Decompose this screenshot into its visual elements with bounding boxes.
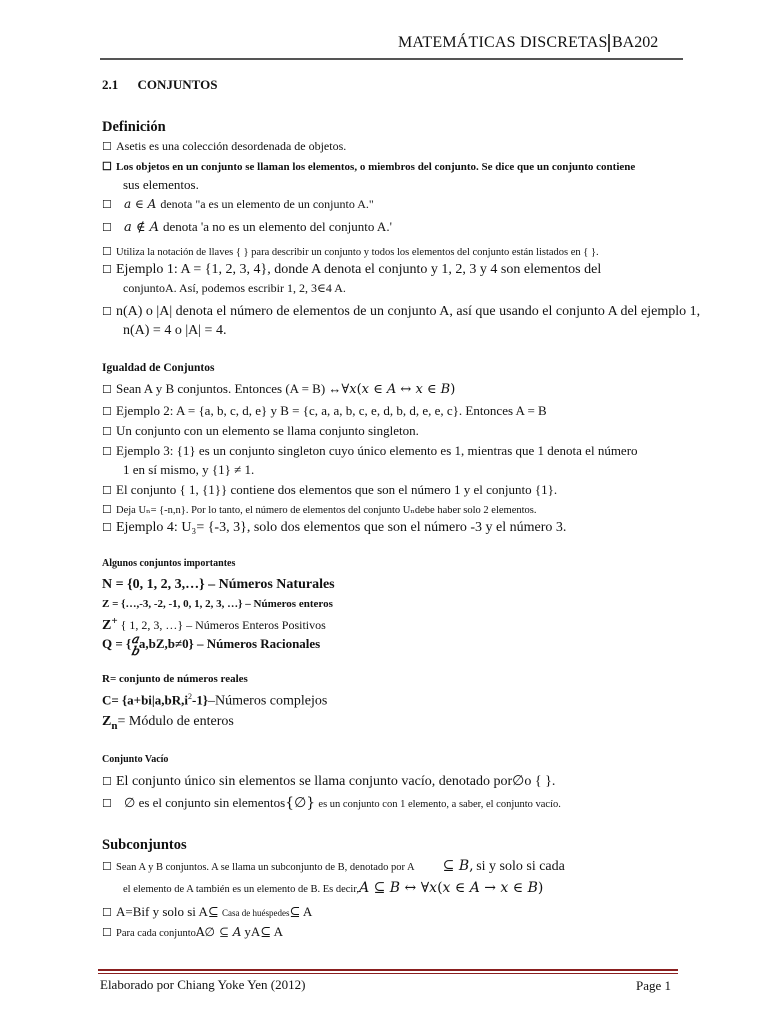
subconjuntos-item-1-cont: el elemento de A también es un elemento de B. Es decir,𝐴 ⊆ 𝐵 ↔ ∀𝑥(𝑥 ∈ 𝐴 → 𝑥 ∈ 𝐵) xyxy=(123,880,544,896)
igualdad-item-7: ☐ Ejemplo 4: U₃= {-3, 3}, solo dos elementos que son el número -3 y el número 3. xyxy=(102,520,567,535)
section-heading xyxy=(102,77,217,93)
bullet-icon: ☐ xyxy=(102,907,112,919)
subconjuntos-item-2: ☐ A=Bif y solo si A⊆ Casa de huéspedes⊆ A xyxy=(102,904,313,919)
bullet-icon: ☐ xyxy=(102,927,112,939)
igualdad-item-2: ☐ Ejemplo 2: A = {a, b, c, d, e} y B = {c, a, a, b, c, e, d, b, d, e, e, c}. Entonces A = B xyxy=(102,403,547,418)
set-enteros: Z = {…,-3, -2, -1, 0, 1, 2, 3, …} – Números enteros xyxy=(102,598,333,610)
bullet-icon: ☐ xyxy=(102,264,112,276)
footer-page-number: Page 1 xyxy=(636,978,672,993)
definicion-item-6: ☐ Ejemplo 1: A = {1, 2, 3, 4}, donde A denota el conjunto y 1, 2, 3 y 4 son elementos del xyxy=(102,262,602,277)
header-code: BA202 xyxy=(608,34,658,52)
footer-rule-thin xyxy=(98,973,678,974)
definicion-item-2-cont: sus elementos. xyxy=(123,177,199,192)
vacio-item-2: ☐ ∅ es el conjunto sin elementos{∅} es un conjunto con 1 elemento, a saber, el conjunto vacío. xyxy=(102,795,561,811)
igualdad-heading: Igualdad de Conjuntos xyxy=(102,362,215,374)
vacio-heading: Conjunto Vacío xyxy=(102,754,169,765)
subconjuntos-item-1: ☐ Sean A y B conjuntos. A se llama un subconjunto de B, denotado por A ⊆ 𝐵, si y solo si cada xyxy=(102,858,565,874)
definicion-item-3: ☐ 𝑎 ∈ 𝐴 denota "a es un elemento de un conjunto A." xyxy=(102,197,374,211)
bullet-icon: ☐ xyxy=(102,306,112,318)
bullet-icon: ☐ xyxy=(102,384,112,396)
subconjuntos-item-3: ☐ Para cada conjuntoA∅ ⊆ 𝐴 yA⊆ A xyxy=(102,924,284,939)
bullet-icon: ☐ xyxy=(102,798,112,810)
set-modulo: $Z_n=$ Módulo de enteros xyxy=(102,714,234,732)
fraction-a-b: 𝑎 𝑏 xyxy=(131,632,139,658)
header-rule xyxy=(100,58,683,60)
bullet-icon: ☐ xyxy=(102,426,112,438)
bullet-icon: ☐ xyxy=(102,776,112,788)
bullet-icon: ☐ xyxy=(102,406,112,418)
vacio-item-1: ☐ El conjunto único sin elementos se llama conjunto vacío, denotado por∅o { }. xyxy=(102,774,556,789)
definicion-item-2: ☐ Los objetos en un conjunto se llaman los elementos, o miembros del conjunto. Se dice que un conjunto contiene xyxy=(102,161,636,173)
subconjuntos-heading: Subconjuntos xyxy=(102,837,187,853)
igualdad-item-4-cont: 1 en sí mismo, y {1} ≠ 1. xyxy=(123,462,255,477)
igualdad-item-4: ☐ Ejemplo 3: {1} es un conjunto singleton cuyo único elemento es 1, mientras que 1 denota el número xyxy=(102,443,638,458)
footer-author: Elaborado por Chiang Yoke Yen (2012) xyxy=(100,977,306,992)
definicion-item-4: ☐ 𝑎 ∉ 𝐴 denota 'a no es un elemento del conjunto A.' xyxy=(102,219,392,235)
importantes-heading: Algunos conjuntos importantes xyxy=(102,558,236,569)
definicion-heading: Definición xyxy=(102,119,166,135)
section-title: CONJUNTOS xyxy=(137,77,218,92)
set-racionales: Q = { 𝑎 𝑏 a,bZ,b≠0} – Números Racionales xyxy=(102,632,321,658)
bullet-icon: ☐ xyxy=(102,446,112,458)
definicion-item-6-cont: conjuntoA. Así, podemos escribir 1, 2, 3∈4 A. xyxy=(123,281,346,295)
igualdad-item-3: ☐ Un conjunto con un elemento se llama conjunto singleton. xyxy=(102,423,419,438)
bullet-icon: ☐ xyxy=(102,199,112,211)
bullet-icon: ☐ xyxy=(102,504,112,516)
set-complejos: $C= \{a+bi|a,bR,i^2-1\}$–Números complejos xyxy=(102,692,328,709)
bullet-icon: ☐ xyxy=(102,861,112,873)
set-naturales: N = {0, 1, 2, 3,…} – Números Naturales xyxy=(102,577,335,592)
bullet-icon: ☐ xyxy=(102,161,112,173)
set-reales: R= conjunto de números reales xyxy=(102,673,248,685)
igualdad-item-6: ☐ Deja Uₙ= {-n,n}. Por lo tanto, el número de elementos del conjunto Uₙdebe haber solo 2 elementos. xyxy=(102,504,537,516)
set-enteros-positivos: Z+ { 1, 2, 3, …} – Números Enteros Positivos xyxy=(102,615,326,633)
bullet-icon: ☐ xyxy=(102,522,112,534)
definicion-item-1: ☐ Asetis es una colección desordenada de objetos. xyxy=(102,139,347,153)
bullet-icon: ☐ xyxy=(102,222,112,234)
footer-rule xyxy=(98,969,678,971)
header-title: MATEMÁTICAS DISCRETAS xyxy=(398,34,608,51)
bullet-icon: ☐ xyxy=(102,485,112,497)
igualdad-item-5: ☐ El conjunto { 1, {1}} contiene dos elementos que son el número 1 y el conjunto {1}. xyxy=(102,482,558,497)
bullet-icon: ☐ xyxy=(102,141,112,153)
definicion-item-7: ☐ n(A) o |A| denota el número de elementos de un conjunto A, así que usando el conjunto A del ejemplo 1, xyxy=(102,304,701,319)
definicion-item-7-cont: n(A) = 4 o |A| = 4. xyxy=(123,323,227,338)
definicion-item-5: ☐ Utiliza la notación de llaves { } para describir un conjunto y todos los elementos del conjunto están listados en { }. xyxy=(102,246,599,258)
igualdad-item-1: ☐ Sean A y B conjuntos. Entonces (A = B) ↔∀𝑥(𝑥 ∈ 𝐴 ↔ 𝑥 ∈ 𝐵) xyxy=(102,381,456,397)
section-number: 2.1 xyxy=(102,77,119,92)
bullet-icon: ☐ xyxy=(102,246,112,258)
